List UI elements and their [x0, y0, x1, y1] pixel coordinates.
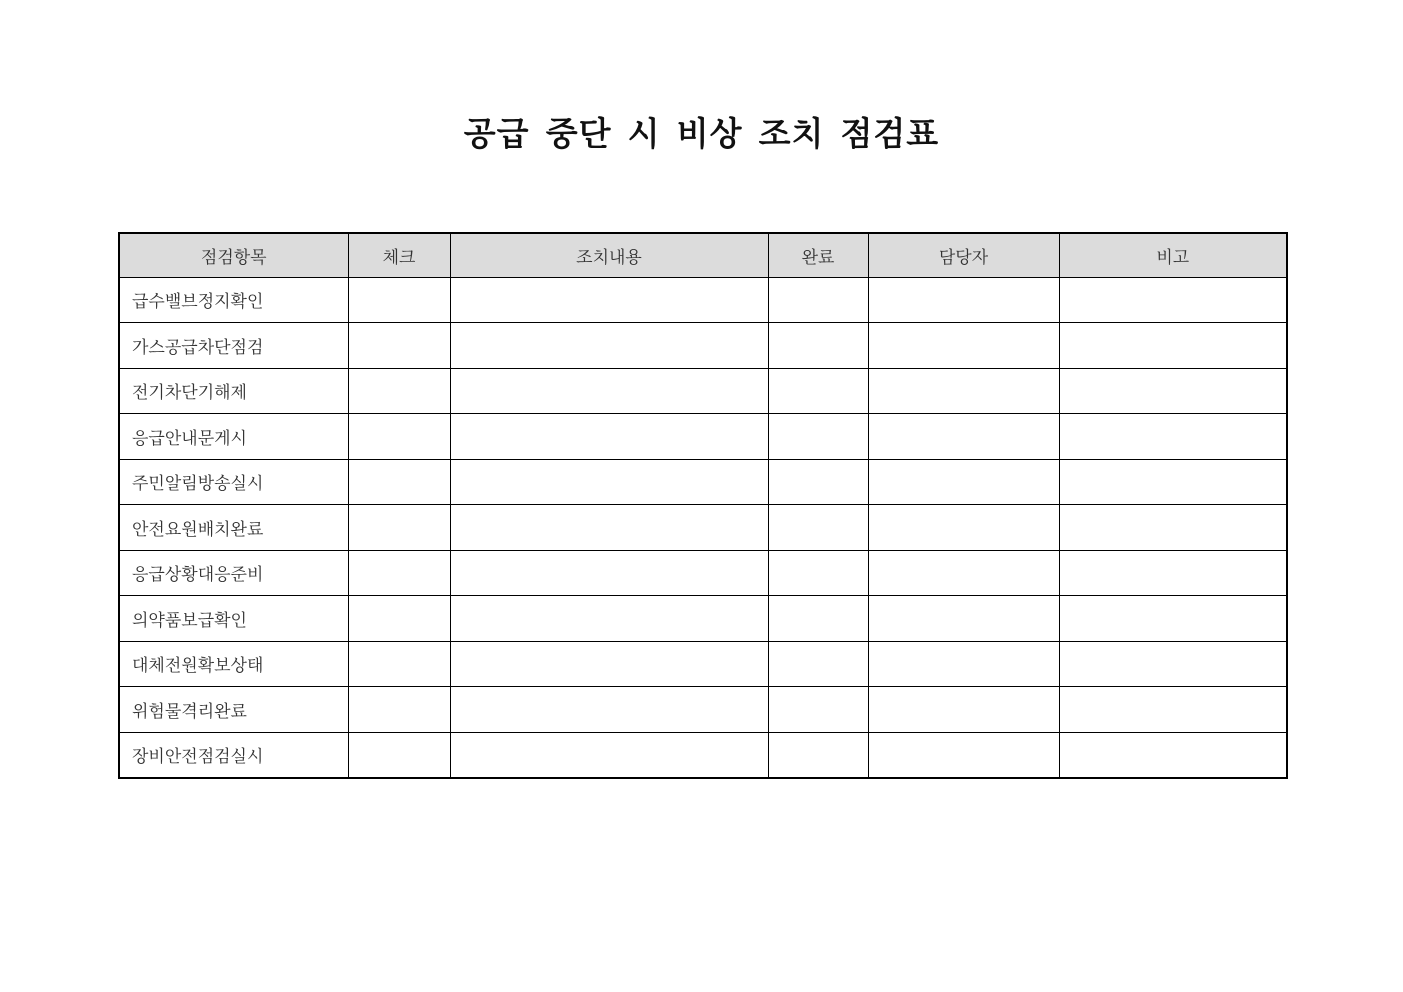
cell-action [450, 414, 768, 460]
cell-action [450, 368, 768, 414]
cell-action [450, 641, 768, 687]
cell-manager [868, 596, 1059, 642]
cell-manager [868, 323, 1059, 369]
cell-manager [868, 550, 1059, 596]
header-action: 조치내용 [450, 233, 768, 277]
cell-done [768, 414, 868, 460]
header-done: 완료 [768, 233, 868, 277]
cell-item: 전기차단기해제 [119, 368, 348, 414]
cell-item: 가스공급차단점검 [119, 323, 348, 369]
cell-item: 위험물격리완료 [119, 687, 348, 733]
cell-action [450, 550, 768, 596]
cell-action [450, 596, 768, 642]
cell-manager [868, 732, 1059, 778]
cell-note [1059, 732, 1287, 778]
table-row [119, 505, 1287, 551]
table-header [119, 233, 1287, 277]
cell-done [768, 550, 868, 596]
cell-manager [868, 368, 1059, 414]
table-row [119, 368, 1287, 414]
cell-item: 의약품보급확인 [119, 596, 348, 642]
cell-done [768, 732, 868, 778]
cell-check [348, 368, 450, 414]
cell-check [348, 505, 450, 551]
cell-check [348, 596, 450, 642]
cell-action [450, 732, 768, 778]
cell-action [450, 505, 768, 551]
cell-check [348, 277, 450, 323]
cell-check [348, 459, 450, 505]
table-row [119, 414, 1287, 460]
cell-manager [868, 414, 1059, 460]
cell-note [1059, 323, 1287, 369]
table-row [119, 277, 1287, 323]
cell-note [1059, 277, 1287, 323]
cell-note [1059, 687, 1287, 733]
table-body [119, 277, 1287, 778]
table-row [119, 323, 1287, 369]
cell-manager [868, 277, 1059, 323]
cell-check [348, 641, 450, 687]
cell-item: 주민알림방송실시 [119, 459, 348, 505]
cell-item: 대체전원확보상태 [119, 641, 348, 687]
cell-note [1059, 414, 1287, 460]
header-note: 비고 [1059, 233, 1287, 277]
page-title: 공급 중단 시 비상 조치 점검표 [463, 115, 940, 152]
cell-note [1059, 505, 1287, 551]
cell-action [450, 277, 768, 323]
cell-item: 응급상황대응준비 [119, 550, 348, 596]
cell-done [768, 505, 868, 551]
cell-done [768, 641, 868, 687]
cell-note [1059, 550, 1287, 596]
header-manager: 담당자 [868, 233, 1059, 277]
cell-note [1059, 641, 1287, 687]
table-row [119, 459, 1287, 505]
checklist-table [118, 232, 1288, 779]
table-row [119, 596, 1287, 642]
cell-item: 응급안내문게시 [119, 414, 348, 460]
cell-check [348, 323, 450, 369]
table-row [119, 687, 1287, 733]
cell-check [348, 414, 450, 460]
cell-item: 안전요원배치완료 [119, 505, 348, 551]
cell-note [1059, 596, 1287, 642]
cell-check [348, 732, 450, 778]
cell-done [768, 687, 868, 733]
cell-action [450, 323, 768, 369]
header-item: 점검항목 [119, 233, 348, 277]
cell-done [768, 323, 868, 369]
cell-check [348, 687, 450, 733]
cell-done [768, 596, 868, 642]
cell-manager [868, 641, 1059, 687]
cell-done [768, 368, 868, 414]
cell-manager [868, 459, 1059, 505]
cell-item: 장비안전점검실시 [119, 732, 348, 778]
cell-note [1059, 368, 1287, 414]
cell-manager [868, 505, 1059, 551]
cell-check [348, 550, 450, 596]
cell-note [1059, 459, 1287, 505]
cell-action [450, 687, 768, 733]
table-row [119, 641, 1287, 687]
cell-done [768, 277, 868, 323]
cell-action [450, 459, 768, 505]
table-row [119, 732, 1287, 778]
cell-item: 급수밸브정지확인 [119, 277, 348, 323]
header-check: 체크 [348, 233, 450, 277]
table-row [119, 550, 1287, 596]
cell-manager [868, 687, 1059, 733]
table-header-row [119, 233, 1287, 277]
cell-done [768, 459, 868, 505]
